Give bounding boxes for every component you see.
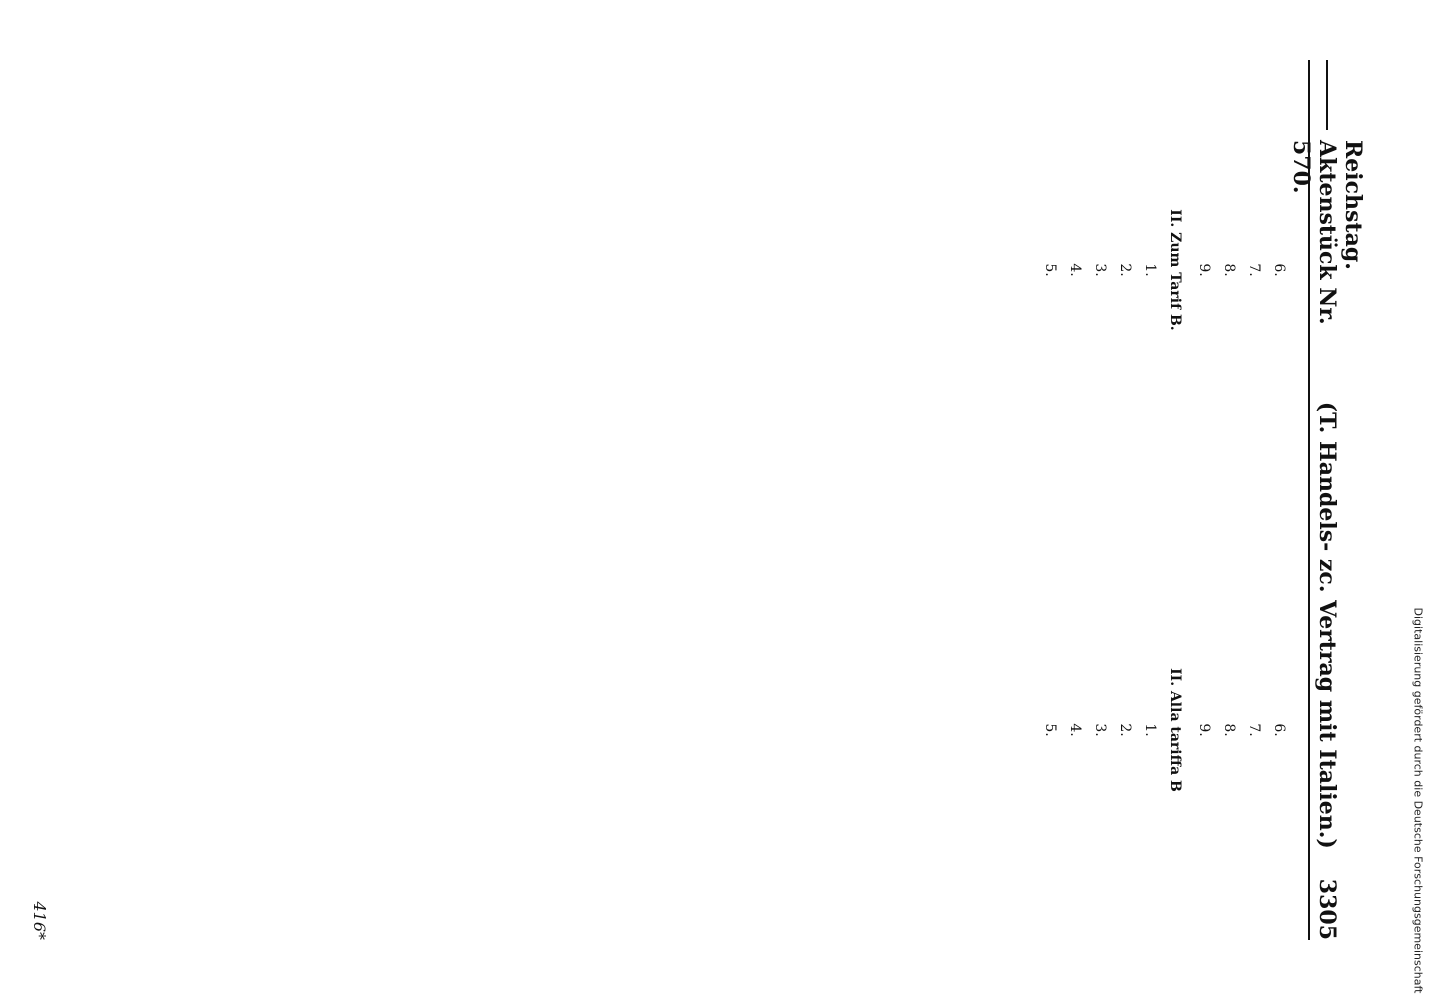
- header-right-title: (T. Handels- zc. Vertrag mit Italien.): [1314, 401, 1340, 849]
- paragraph-number: 4.: [1067, 723, 1083, 737]
- paragraph-number: 5.: [1042, 263, 1058, 277]
- paragraph-number: 5.: [1042, 723, 1058, 737]
- header-left-title: Reichstag. Aktenstück Nr. 570.: [1288, 140, 1366, 325]
- paragraph-number: 1.: [1142, 723, 1158, 737]
- section-heading: II. Alla tariffa B: [1167, 668, 1183, 792]
- italian-column: [40, 520, 1292, 940]
- paragraph-number: 8.: [1221, 723, 1237, 737]
- signature-mark: 416*: [30, 901, 49, 940]
- paragraph-number: 9.: [1196, 263, 1212, 277]
- paragraph-number: 1.: [1142, 263, 1158, 277]
- paragraph-number: 9.: [1196, 723, 1212, 737]
- page-header: [1288, 60, 1366, 940]
- digitization-note-text: Digitalisierung gefördert durch die Deutsche Forschungsgemeinschaft: [1411, 607, 1425, 993]
- paragraph-number: 6.: [1271, 263, 1287, 277]
- section-heading: II. Zum Tarif B.: [1167, 209, 1183, 331]
- paragraph-number: 6.: [1271, 723, 1287, 737]
- text-columns: [40, 60, 1292, 940]
- page-number: 3305: [1314, 878, 1340, 940]
- paragraph-number: 4.: [1067, 263, 1083, 277]
- paragraph-number: 3.: [1092, 723, 1108, 737]
- paragraph-number: 2.: [1117, 723, 1133, 737]
- german-column: [40, 60, 1292, 480]
- header-rule: [1326, 60, 1328, 130]
- paragraph-number: 3.: [1092, 263, 1108, 277]
- paragraph-number: 8.: [1221, 263, 1237, 277]
- paragraph-number: 2.: [1117, 263, 1133, 277]
- paragraph-number: 7.: [1246, 723, 1262, 737]
- paragraph-number: 7.: [1246, 263, 1262, 277]
